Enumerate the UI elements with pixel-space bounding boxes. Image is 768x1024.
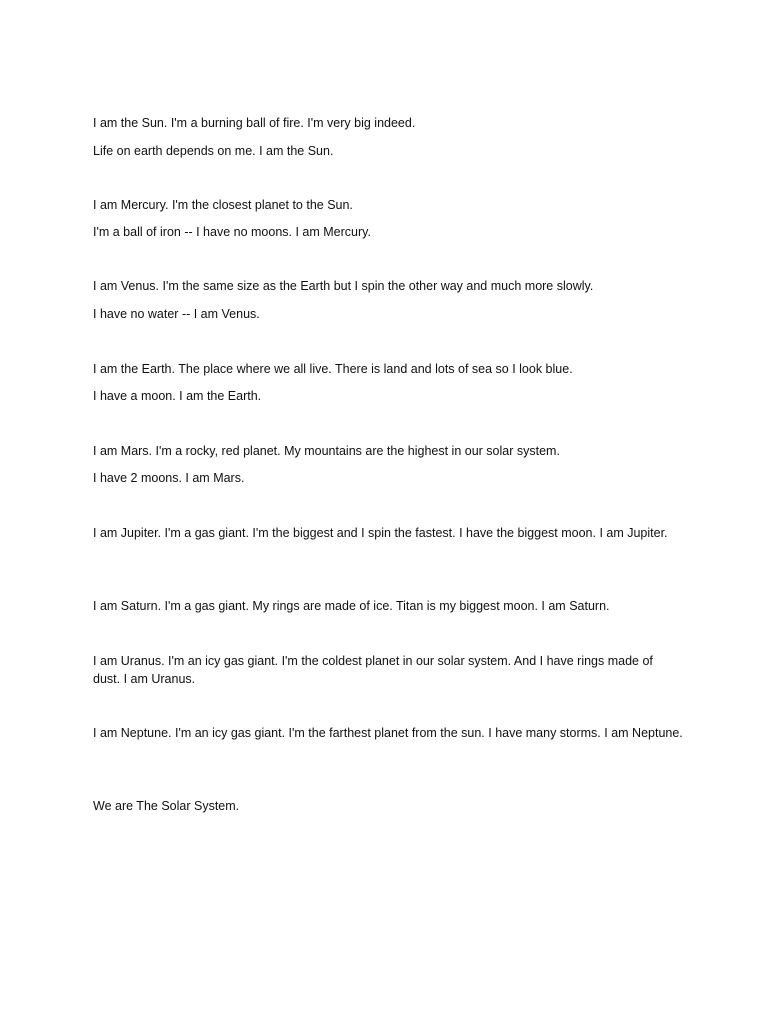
earth-line-2: I have a moon. I am the Earth. xyxy=(93,389,262,403)
mercury-line-2: I'm a ball of iron -- I have no moons. I am Mercury. xyxy=(93,225,371,239)
venus-line-2: I have no water -- I am Venus. xyxy=(93,307,260,321)
saturn-paragraph: I am Saturn. I'm a gas giant. My rings are made of ice. Titan is my biggest moon. I am Saturn. xyxy=(93,599,610,613)
earth-line-1: I am the Earth. The place where we all live. There is land and lots of sea so I look blue. xyxy=(93,362,573,376)
sun-line-1: I am the Sun. I'm a burning ball of fire. I'm very big indeed. xyxy=(93,116,416,130)
venus-line-1: I am Venus. I'm the same size as the Earth but I spin the other way and much more slowly. xyxy=(93,279,594,293)
mars-line-2: I have 2 moons. I am Mars. xyxy=(93,471,245,485)
closing-line: We are The Solar System. xyxy=(93,799,240,813)
neptune-paragraph: I am Neptune. I'm an icy gas giant. I'm the farthest planet from the sun. I have many storms. I am Neptune. xyxy=(93,726,683,740)
jupiter-paragraph: I am Jupiter. I'm a gas giant. I'm the biggest and I spin the fastest. I have the biggest moon. I am Jupiter. xyxy=(93,526,668,540)
mercury-line-1: I am Mercury. I'm the closest planet to the Sun. xyxy=(93,198,353,212)
mars-line-1: I am Mars. I'm a rocky, red planet. My mountains are the highest in our solar system. xyxy=(93,444,560,458)
sun-line-2: Life on earth depends on me. I am the Sun. xyxy=(93,144,334,158)
uranus-paragraph: I am Uranus. I'm an icy gas giant. I'm the coldest planet in our solar system. And I have rings made of dust. I am Uranus. xyxy=(93,654,653,686)
